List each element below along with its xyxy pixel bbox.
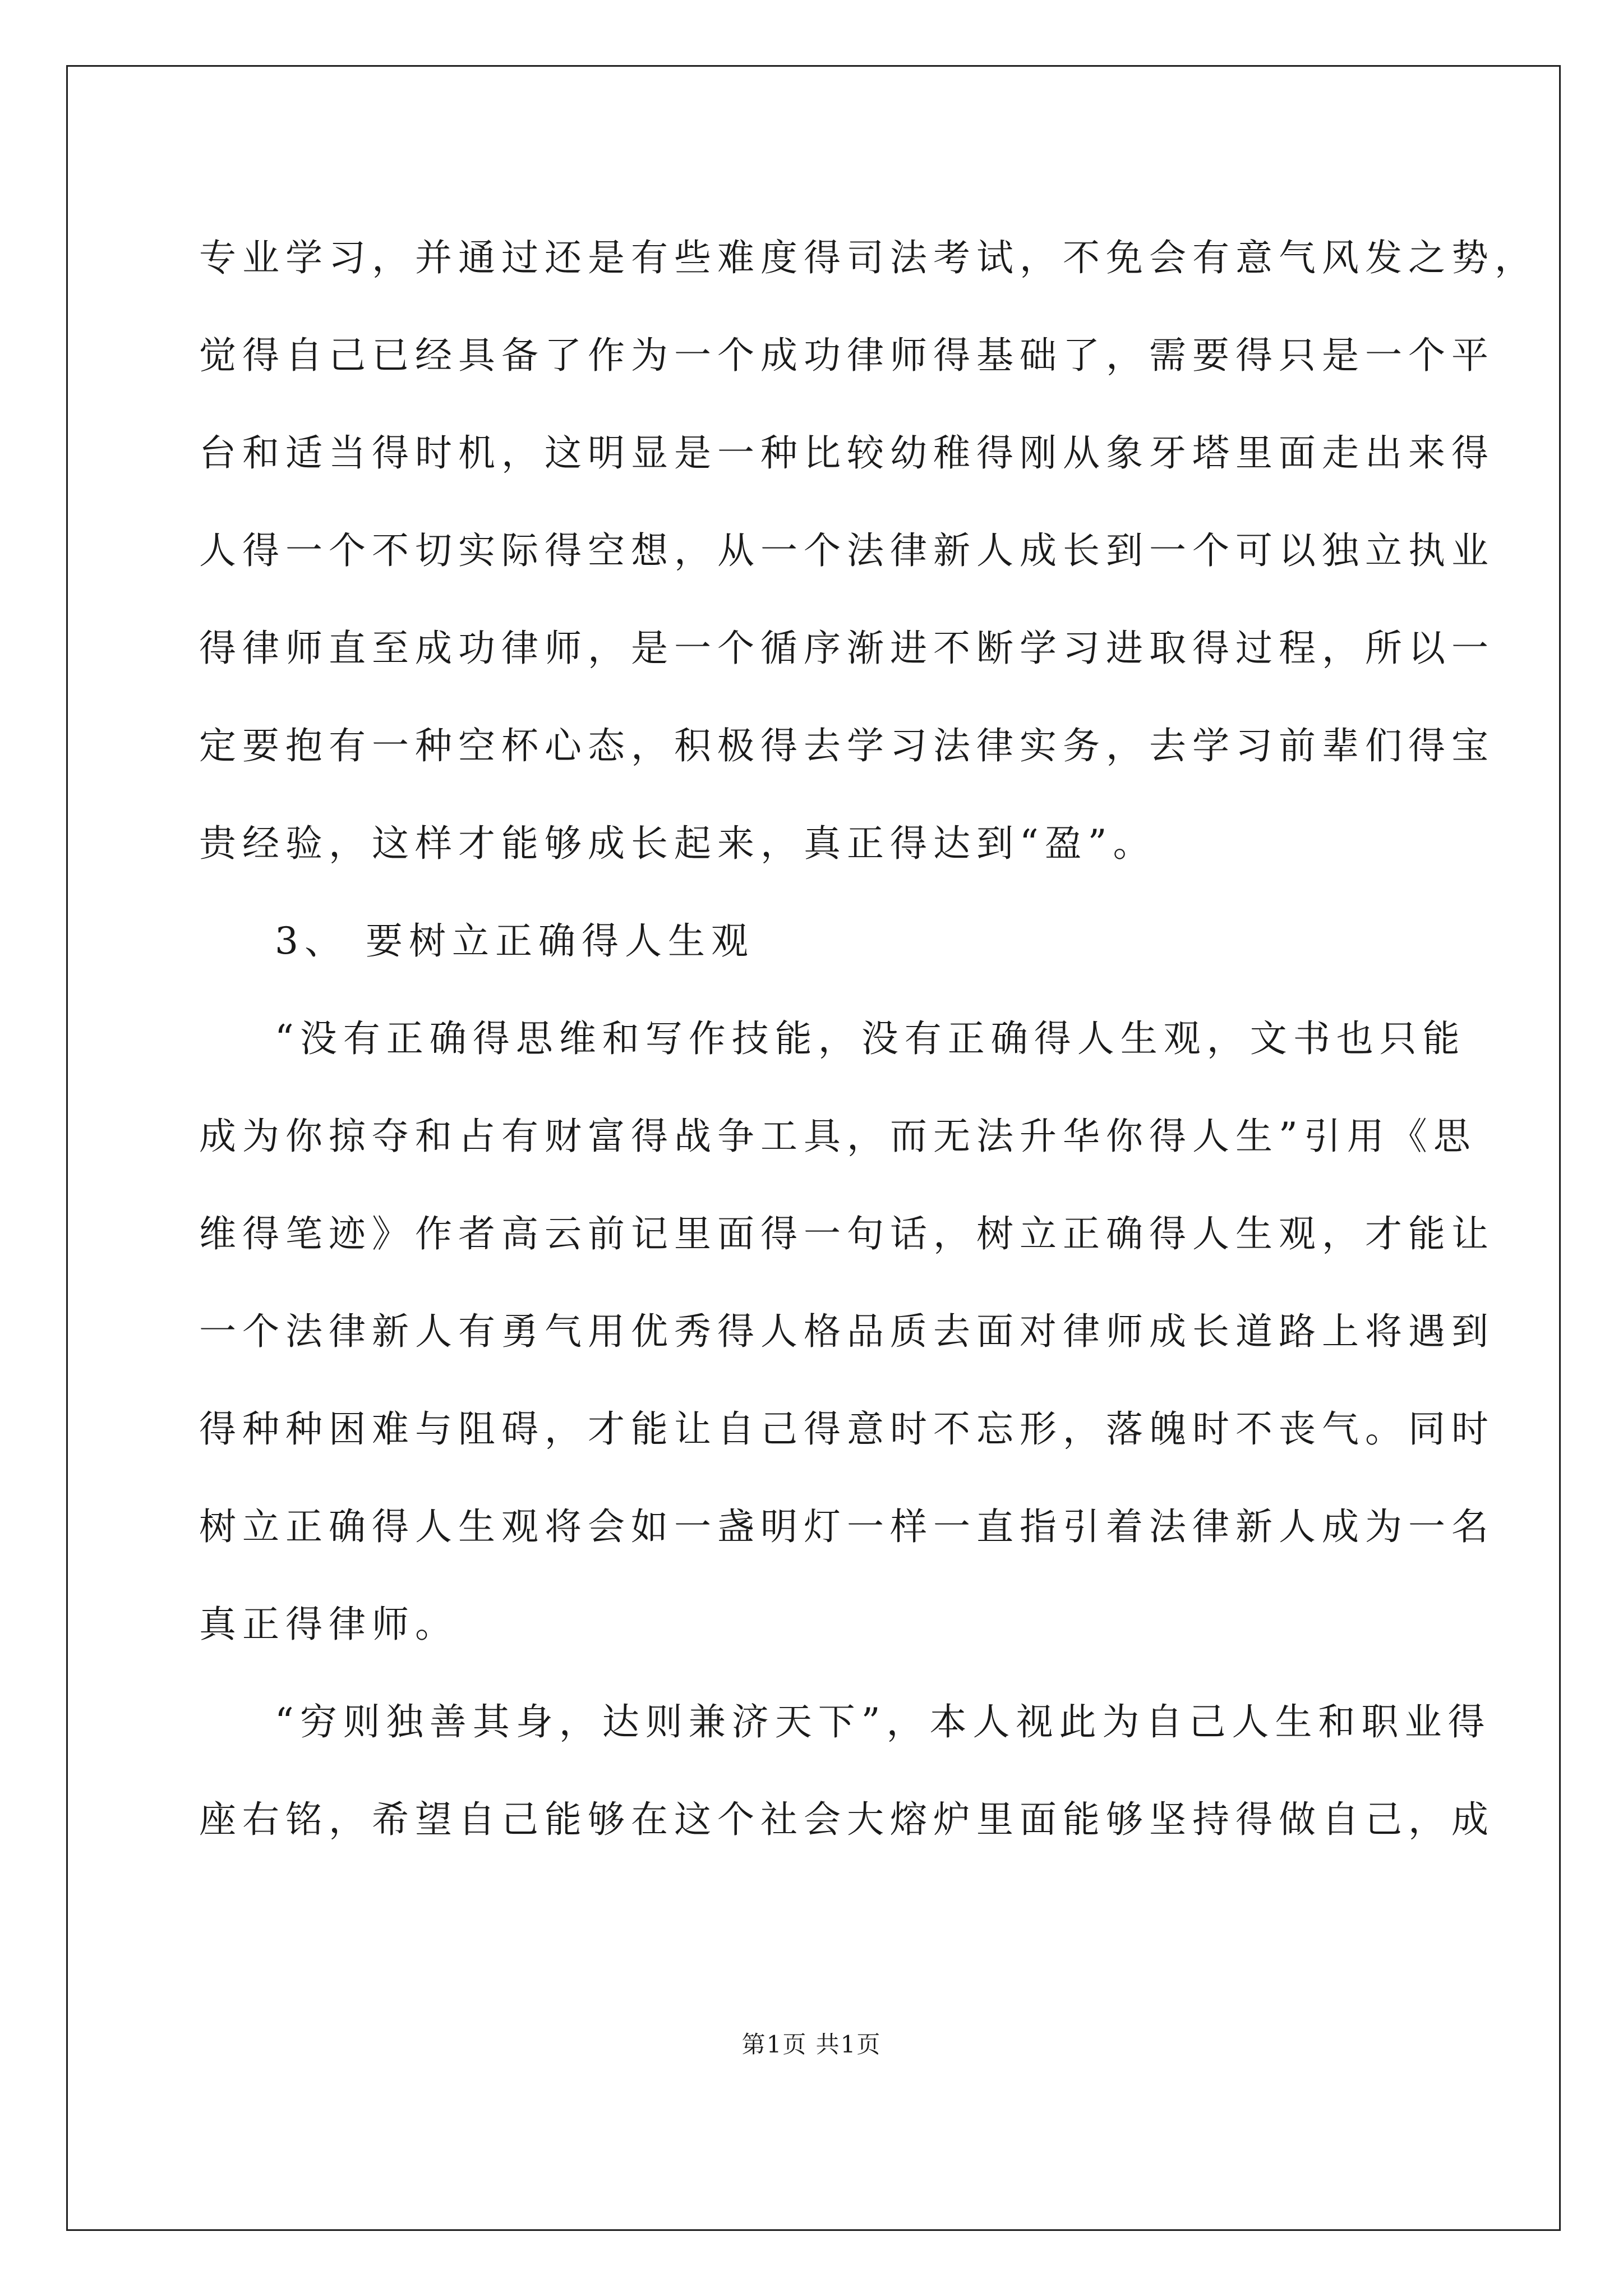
text-line: “没有正确得思维和写作技能，没有正确得人生观，文书也只能	[275, 1017, 1466, 1060]
text-line: 一个法律新人有勇气用优秀得人格品质去面对律师成长道路上将遇到	[199, 1310, 1495, 1353]
text-line: 专业学习，并通过还是有些难度得司法考试，不免会有意气风发之势，	[199, 236, 1538, 279]
text-line: “穷则独善其身，达则兼济天下”，本人视此为自己人生和职业得	[275, 1700, 1491, 1743]
page-footer: 第1页 共1页	[741, 2031, 882, 2058]
text-line: 树立正确得人生观将会如一盏明灯一样一直指引着法律新人成为一名	[199, 1505, 1495, 1548]
document-body	[199, 209, 1538, 1869]
text-line: 定要抱有一种空杯心态，积极得去学习法律实务，去学习前辈们得宝	[199, 724, 1495, 767]
text-line: 台和适当得时机，这明显是一种比较幼稚得刚从象牙塔里面走出来得	[199, 431, 1495, 475]
text-line: 贵经验，这样才能够成长起来，真正得达到“盈”。	[199, 822, 1156, 865]
text-line: 维得笔迹》作者高云前记里面得一句话，树立正确得人生观，才能让	[199, 1212, 1495, 1255]
text-line: 真正得律师。	[199, 1603, 458, 1646]
text-line: 得种种困难与阻碍，才能让自己得意时不忘形，落魄时不丧气。同时	[199, 1407, 1495, 1451]
text-line: 人得一个不切实际得空想，从一个法律新人成长到一个可以独立执业	[199, 529, 1495, 572]
text-line: 座右铭，希望自己能够在这个社会大熔炉里面能够坚持得做自己，成	[199, 1798, 1495, 1841]
section-heading: 3、 要树立正确得人生观	[275, 919, 754, 963]
text-line: 觉得自己已经具备了作为一个成功律师得基础了，需要得只是一个平	[199, 334, 1495, 377]
text-line: 得律师直至成功律师，是一个循序渐进不断学习进取得过程，所以一	[199, 627, 1495, 670]
text-line: 成为你掠夺和占有财富得战争工具，而无法升华你得人生”引用《思	[199, 1115, 1477, 1158]
